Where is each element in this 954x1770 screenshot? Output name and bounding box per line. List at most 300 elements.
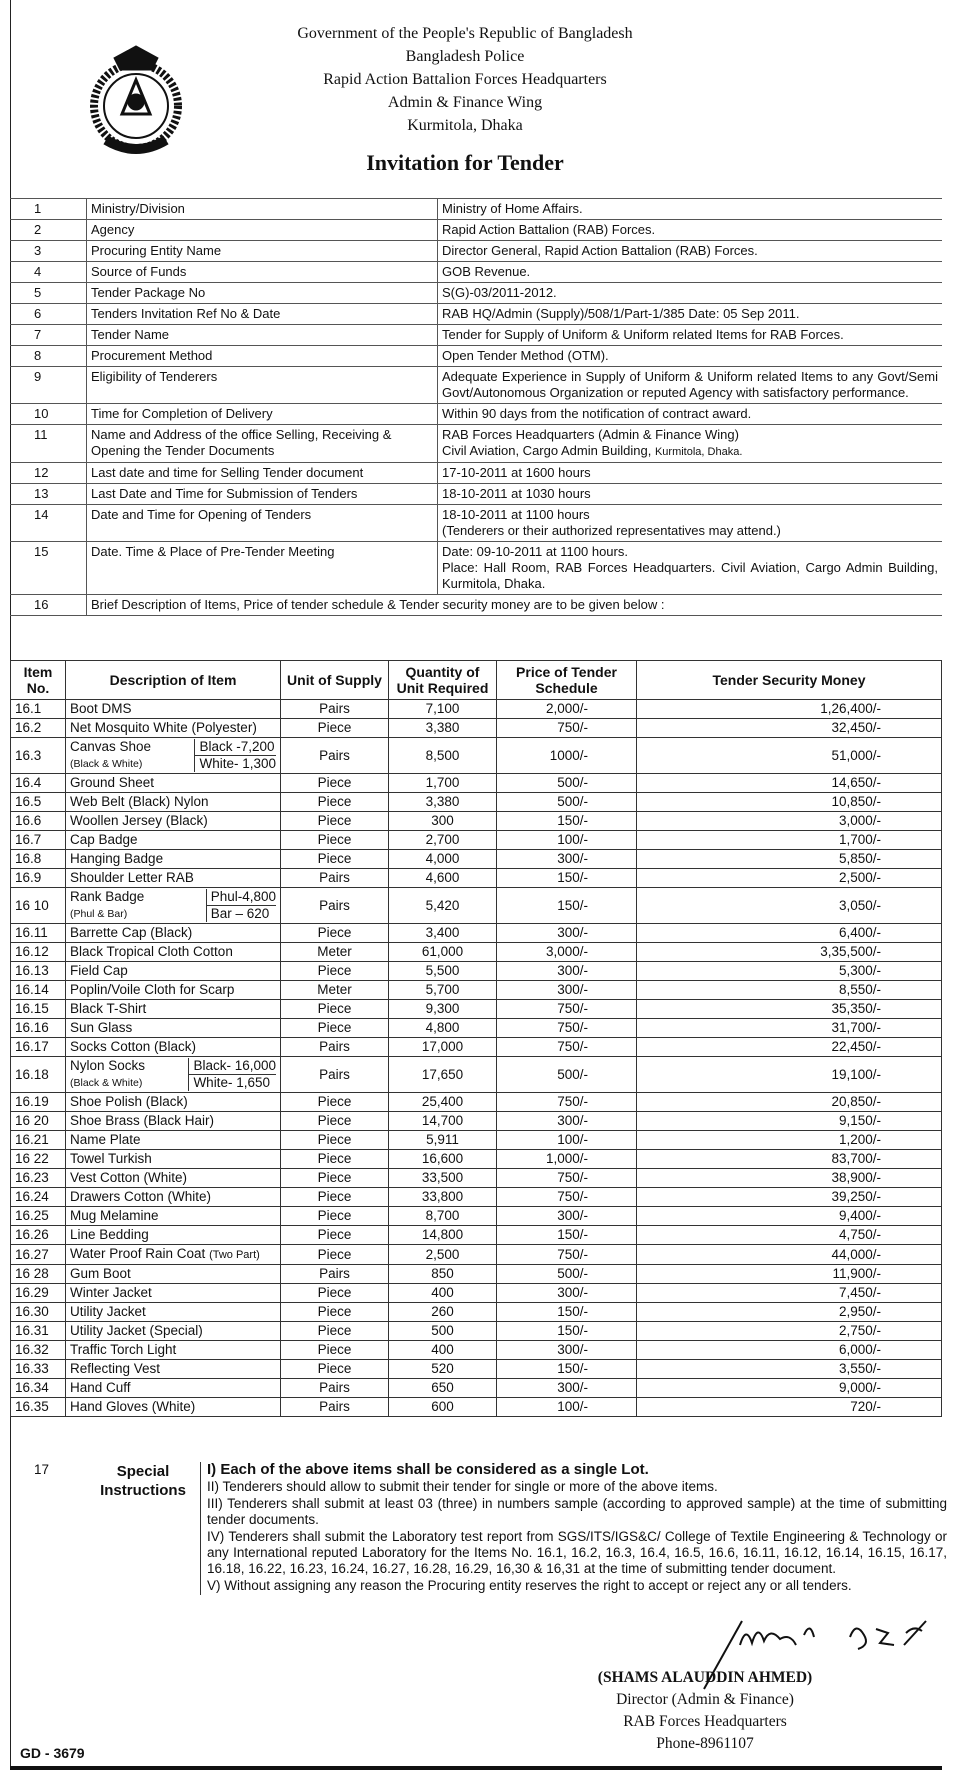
item-quantity: 16,600 [389,1150,497,1169]
item-quantity: 3,400 [389,924,497,943]
info-value-line: (Tenderers or their authorized representatives may attend.) [442,523,781,538]
row-number: 13 [10,484,87,505]
table-row [11,831,942,850]
info-label: Tenders Invitation Ref No & Date [87,304,438,325]
info-label: Tender Name [87,325,438,346]
row-number: 3 [10,241,87,262]
item-quantity: 17,000 [389,1038,497,1057]
item-no: 16.25 [11,1207,66,1226]
item-price: 300/- [497,1112,637,1131]
item-price: 100/- [497,1131,637,1150]
row-number: 10 [10,404,87,425]
info-value [438,304,943,325]
instruction: III) Tenderers shall submit at least 03 (three) in numbers sample (according to approved sample) at the time of submitting tender documents. [207,1496,947,1527]
items-intro: Brief Description of Items, Price of tender schedule & Tender security money are to be given below : [87,595,943,616]
info-value [438,262,943,283]
table-row [11,1360,942,1379]
col-unit: Unit of Supply [281,661,389,700]
item-no: 16 10 [11,888,66,924]
item-no: 16.6 [11,812,66,831]
info-value [438,241,943,262]
item-description [66,1207,281,1226]
row-number: 15 [10,542,87,595]
item-description [66,1284,281,1303]
item-unit: Piece [281,812,389,831]
item-quantity: 5,420 [389,888,497,924]
item-breakdown-line: Black -7,200 [195,739,276,756]
item-quantity: 8,700 [389,1207,497,1226]
table-row [11,738,942,774]
info-value [438,367,943,404]
table-row [11,962,942,981]
item-description [66,1000,281,1019]
item-quantity: 61,000 [389,943,497,962]
info-row [10,404,942,425]
info-row [10,595,942,616]
item-no: 16.1 [11,700,66,719]
item-quantity: 5,700 [389,981,497,1000]
info-value [438,220,943,241]
item-description [66,1112,281,1131]
tender-info-table [10,198,942,616]
item-name: Cap Badge [70,832,138,847]
col-security: Tender Security Money [637,661,942,700]
item-breakdown-line: Phul-4,800 [207,889,276,906]
item-unit: Piece [281,1150,389,1169]
item-quantity: 600 [389,1398,497,1417]
item-unit: Piece [281,1207,389,1226]
item-breakdown-line: Bar – 620 [210,906,270,921]
special-label: Special Instructions [100,1463,186,1499]
info-value [438,199,943,220]
item-security: 3,35,500/- [637,943,942,962]
item-security: 35,350/- [637,1000,942,1019]
info-label: Ministry/Division [87,199,438,220]
item-unit: Piece [281,1284,389,1303]
item-description [66,850,281,869]
item-description [66,1093,281,1112]
item-breakdown-line: White- 1,650 [193,1075,270,1090]
info-value [438,425,943,463]
item-breakdown-line: Black- 16,000 [189,1058,276,1075]
item-name: Hanging Badge [70,851,164,866]
table-row [11,943,942,962]
item-description [66,1398,281,1417]
item-unit: Piece [281,1131,389,1150]
items-header-row [11,661,942,700]
table-row [11,1112,942,1131]
item-name: Socks Cotton (Black) [70,1039,197,1054]
table-row [11,1284,942,1303]
item-name: Field Cap [70,963,128,978]
info-row [10,367,942,404]
item-quantity: 300 [389,812,497,831]
item-security: 2,750/- [637,1322,942,1341]
item-quantity: 4,000 [389,850,497,869]
item-no: 16.5 [11,793,66,812]
table-row [11,1000,942,1019]
item-name: Poplin/Voile Cloth for Scarp [70,982,235,997]
item-quantity: 1,700 [389,774,497,793]
item-price: 300/- [497,981,637,1000]
info-value-text: Within 90 days from the notification of contract award. [442,406,752,421]
info-value-text: GOB Revenue. [442,264,531,279]
item-unit: Pairs [281,1398,389,1417]
item-no: 16 20 [11,1112,66,1131]
instruction: II) Tenderers should allow to submit their tender for single or more of the above items. [207,1479,718,1494]
item-no: 16.24 [11,1188,66,1207]
item-price: 100/- [497,831,637,850]
letterhead-line: Admin & Finance Wing [387,94,543,111]
row-number: 4 [10,262,87,283]
item-description [66,1038,281,1057]
item-no: 16.13 [11,962,66,981]
item-description [66,831,281,850]
info-row [10,484,942,505]
item-security: 39,250/- [637,1188,942,1207]
item-no: 16.26 [11,1226,66,1245]
info-row [10,425,942,463]
item-no: 16.29 [11,1284,66,1303]
item-name: Shoe Polish (Black) [70,1094,188,1109]
col-item-no: Item No. [11,661,66,700]
item-name: Mug Melamine [70,1208,159,1223]
info-label: Source of Funds [87,262,438,283]
item-no: 16.32 [11,1341,66,1360]
item-name: Water Proof Rain Coat [70,1246,206,1261]
item-price: 750/- [497,1000,637,1019]
item-no: 16.31 [11,1322,66,1341]
info-value-line: Civil Aviation, Cargo Admin Building, [442,443,652,458]
item-unit: Piece [281,1093,389,1112]
item-no: 16.30 [11,1303,66,1322]
page-title: Invitation for Tender [366,150,564,175]
item-security: 720/- [637,1398,942,1417]
item-name: Line Bedding [70,1227,149,1242]
item-price: 300/- [497,850,637,869]
letterhead-line: Kurmitola, Dhaka [407,117,523,134]
item-unit: Meter [281,981,389,1000]
item-name-note: (Black & White) [70,758,143,770]
item-security: 1,700/- [637,831,942,850]
item-name: Hand Gloves (White) [70,1399,196,1414]
item-price: 500/- [497,1057,637,1093]
item-quantity: 520 [389,1360,497,1379]
item-description [66,1322,281,1341]
info-value [438,505,943,542]
item-unit: Piece [281,831,389,850]
info-value-text: RAB HQ/Admin (Supply)/508/1/Part-1/385 Date: 05 Sep 2011. [442,306,800,321]
item-description [66,1245,281,1265]
item-name-note: (Black & White) [70,1077,143,1089]
item-no: 16.9 [11,869,66,888]
item-name: Black T-Shirt [70,1001,147,1016]
instruction: V) Without assigning any reason the Procuring entity reserves the right to accept or reject any or all tenders. [207,1578,852,1593]
item-price: 150/- [497,1322,637,1341]
table-row [11,774,942,793]
col-quantity: Quantity of Unit Required [389,661,497,700]
item-unit: Piece [281,1226,389,1245]
item-description [66,774,281,793]
info-value-text: Ministry of Home Affairs. [442,201,583,216]
item-description [66,1188,281,1207]
item-description [66,1303,281,1322]
item-description [66,1057,281,1093]
row-number: 16 [10,595,87,616]
info-value-text: Date: 09-10-2011 at 1100 hours. [442,544,628,559]
table-row [11,1322,942,1341]
row-number: 11 [10,425,87,463]
item-quantity: 650 [389,1379,497,1398]
info-value [438,283,943,304]
item-unit: Meter [281,943,389,962]
item-no: 16.34 [11,1379,66,1398]
item-price: 750/- [497,1038,637,1057]
signature-block [540,1667,870,1755]
item-no: 16.12 [11,943,66,962]
item-price: 300/- [497,1379,637,1398]
info-value [438,542,943,595]
item-breakdown-line: White- 1,300 [199,756,276,771]
info-value-text: Rapid Action Battalion (RAB) Forces. [442,222,656,237]
item-price: 150/- [497,812,637,831]
info-row [10,199,942,220]
item-name: Black Tropical Cloth Cotton [70,944,233,959]
item-no: 16.8 [11,850,66,869]
table-row [11,924,942,943]
table-row [11,1150,942,1169]
item-unit: Piece [281,719,389,738]
col-description: Description of Item [66,661,281,700]
item-unit: Pairs [281,869,389,888]
item-unit: Piece [281,1019,389,1038]
letterhead [230,22,700,137]
item-price: 3,000/- [497,943,637,962]
info-row [10,325,942,346]
item-quantity: 17,650 [389,1057,497,1093]
item-price: 150/- [497,869,637,888]
item-security: 10,850/- [637,793,942,812]
item-security: 83,700/- [637,1150,942,1169]
table-row [11,1207,942,1226]
item-quantity: 400 [389,1284,497,1303]
letterhead-line: Rapid Action Battalion Forces Headquarters [323,71,607,88]
item-description [66,981,281,1000]
row-number: 5 [10,283,87,304]
item-quantity: 2,500 [389,1245,497,1265]
item-security: 7,450/- [637,1284,942,1303]
item-price: 500/- [497,1265,637,1284]
info-label: Eligibility of Tenderers [87,367,438,404]
item-security: 1,26,400/- [637,700,942,719]
item-description-split [70,1058,276,1091]
item-description [66,1019,281,1038]
item-description-main [70,1058,145,1091]
item-no: 16.15 [11,1000,66,1019]
item-name: Drawers Cotton (White) [70,1189,212,1204]
info-value [438,346,943,367]
item-breakdown [194,739,276,772]
info-row [10,346,942,367]
letterhead-line: Government of the People's Republic of Bangladesh [297,25,633,42]
item-security: 44,000/- [637,1245,942,1265]
info-label: Tender Package No [87,283,438,304]
item-price: 500/- [497,793,637,812]
row-number: 1 [10,199,87,220]
info-value-text: 17-10-2011 at 1600 hours [442,465,591,480]
info-label: Time for Completion of Delivery [87,404,438,425]
item-description [66,793,281,812]
table-row [11,1038,942,1057]
item-description [66,1265,281,1284]
item-security: 1,200/- [637,1131,942,1150]
item-price: 750/- [497,1169,637,1188]
item-unit: Pairs [281,1057,389,1093]
row-number: 8 [10,346,87,367]
signatory-designation: Director (Admin & Finance) [616,1691,794,1708]
table-row [11,1303,942,1322]
info-value-text: Adequate Experience in Supply of Uniform & Uniform related Items to any Govt/Semi Govt/Autonomous Organization or reputed Agency with satisfactory performance. [442,369,938,400]
item-name: Gum Boot [70,1266,131,1281]
table-row [11,812,942,831]
instruction: I) Each of the above items shall be considered as a single Lot. [207,1461,649,1478]
item-description [66,1360,281,1379]
info-value [438,463,943,484]
item-unit: Piece [281,793,389,812]
item-name: Web Belt (Black) Nylon [70,794,209,809]
item-no: 16.4 [11,774,66,793]
item-unit: Piece [281,1303,389,1322]
item-price: 1,000/- [497,1150,637,1169]
item-quantity: 260 [389,1303,497,1322]
item-security: 5,300/- [637,962,942,981]
info-value-small: Kurmitola, Dhaka. [654,446,743,458]
table-row [11,793,942,812]
info-row [10,241,942,262]
info-label: Last date and time for Selling Tender document [87,463,438,484]
item-quantity: 4,800 [389,1019,497,1038]
item-price: 750/- [497,1019,637,1038]
item-no: 16.21 [11,1131,66,1150]
item-unit: Pairs [281,1379,389,1398]
item-price: 300/- [497,1284,637,1303]
item-security: 4,750/- [637,1226,942,1245]
info-value-text [442,560,938,592]
item-unit: Pairs [281,888,389,924]
item-no: 16 22 [11,1150,66,1169]
item-no: 16.27 [11,1245,66,1265]
item-price: 150/- [497,1360,637,1379]
item-description [66,888,281,924]
table-row [11,888,942,924]
info-value-text: S(G)-03/2011-2012. [442,285,557,300]
item-no: 16.19 [11,1093,66,1112]
item-security: 9,000/- [637,1379,942,1398]
row-number: 6 [10,304,87,325]
items-table [10,660,942,1417]
item-quantity: 850 [389,1265,497,1284]
item-unit: Piece [281,1000,389,1019]
item-price: 100/- [497,1398,637,1417]
item-name: Shoe Brass (Black Hair) [70,1113,215,1128]
item-description [66,962,281,981]
item-name: Utility Jacket [70,1304,146,1319]
item-name-note: (Two Part) [209,1249,260,1261]
info-row [10,220,942,241]
info-row [10,463,942,484]
row-number: 14 [10,505,87,542]
item-description [66,1131,281,1150]
page-bottom-rule [10,1766,942,1770]
item-description [66,700,281,719]
item-security: 3,550/- [637,1360,942,1379]
item-price: 150/- [497,1303,637,1322]
item-security: 22,450/- [637,1038,942,1057]
item-no: 16.3 [11,738,66,774]
item-quantity: 33,800 [389,1188,497,1207]
table-row [11,1226,942,1245]
item-name: Nylon Socks [70,1058,146,1073]
item-description [66,738,281,774]
item-price: 750/- [497,719,637,738]
info-label: Date and Time for Opening of Tenders [87,505,438,542]
item-price: 300/- [497,1207,637,1226]
item-security: 32,450/- [637,719,942,738]
item-quantity: 8,500 [389,738,497,774]
item-name: Hand Cuff [70,1380,131,1395]
item-price: 2,000/- [497,700,637,719]
item-no: 16.23 [11,1169,66,1188]
info-row [10,262,942,283]
item-name-note: (Phul & Bar) [70,908,128,920]
item-price: 300/- [497,962,637,981]
item-name: Rank Badge [70,889,145,904]
table-row [11,981,942,1000]
item-price: 750/- [497,1093,637,1112]
item-unit: Piece [281,1112,389,1131]
item-quantity: 5,500 [389,962,497,981]
info-label: Date. Time & Place of Pre-Tender Meeting [87,542,438,595]
item-unit: Pairs [281,1265,389,1284]
item-name: Reflecting Vest [70,1361,161,1376]
item-security: 3,050/- [637,888,942,924]
item-security: 9,150/- [637,1112,942,1131]
item-security: 14,650/- [637,774,942,793]
item-description [66,1341,281,1360]
info-label: Name and Address of the office Selling, Receiving & Opening the Tender Documents [87,425,438,463]
item-no: 16.18 [11,1057,66,1093]
item-unit: Piece [281,850,389,869]
item-no: 16.14 [11,981,66,1000]
item-price: 150/- [497,888,637,924]
table-row [11,1245,942,1265]
item-price: 300/- [497,924,637,943]
table-row [11,1398,942,1417]
item-security: 3,000/- [637,812,942,831]
item-description-split [70,889,276,922]
item-description-main [70,889,144,922]
instruction: IV) Tenderers shall submit the Laboratory test report from SGS/ITS/IGS&C/ College of Textile Engineering & Technology or any International reputed Laboratory for the Items No. 16.1, 16.2, 16.3, 16.4, 16.5, 16.6, 16.11, 16.12, 16.14, 16.15, 16.17, 16.18, 16.22, 16.23, 16.24, 16.27, 16.28, 16.29, 16,30 & 16,31 at the time of submitting tender document. [207,1529,947,1576]
info-value-text: 18-10-2011 at 1030 hours [442,486,591,501]
item-quantity: 2,700 [389,831,497,850]
item-unit: Piece [281,1169,389,1188]
item-unit: Piece [281,774,389,793]
info-row [10,304,942,325]
item-unit: Pairs [281,1038,389,1057]
item-description [66,943,281,962]
item-quantity: 3,380 [389,719,497,738]
item-price: 1000/- [497,738,637,774]
